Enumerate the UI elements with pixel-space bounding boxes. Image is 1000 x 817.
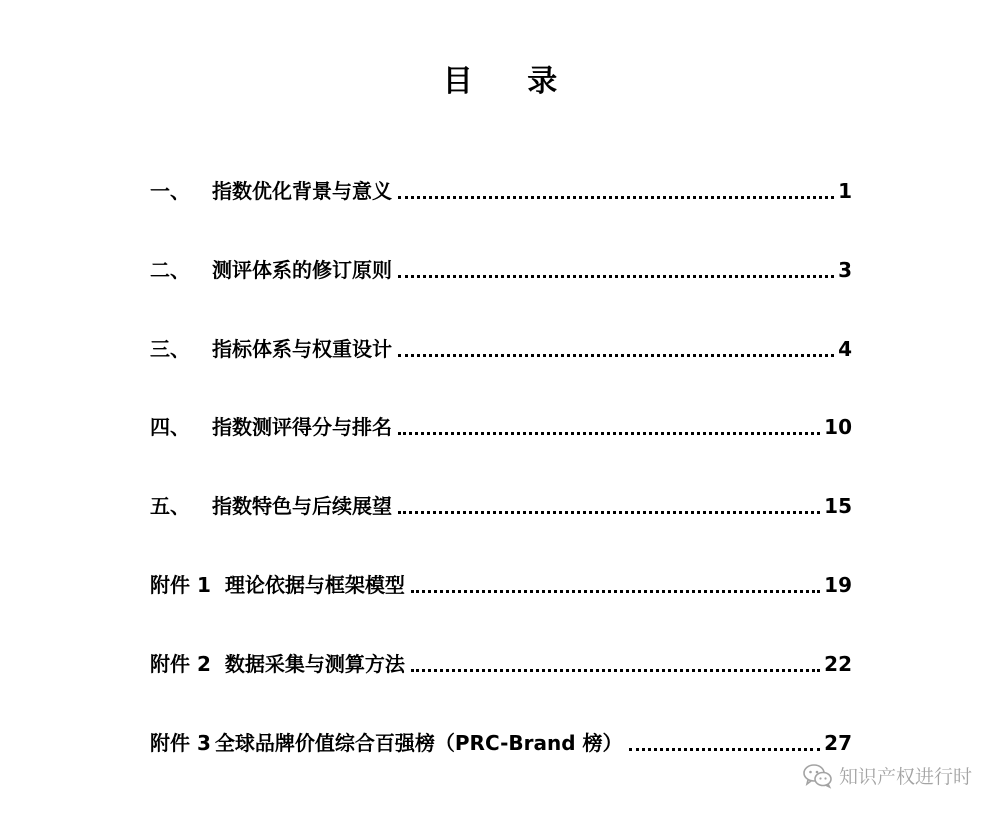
toc-entry-page: 27 <box>824 731 852 755</box>
watermark-text: 知识产权进行时 <box>838 766 972 788</box>
toc-entry-number: 附件 2 <box>150 652 211 676</box>
toc-leader-dots <box>398 432 820 435</box>
toc-entry-number: 二、 <box>150 258 190 282</box>
toc-entry-page: 10 <box>824 415 852 439</box>
toc-entry[interactable] <box>150 726 852 756</box>
wechat-icon <box>803 763 833 789</box>
toc-entry-title: 理论依据与框架模型 <box>224 573 405 597</box>
toc-leader-dots <box>398 275 834 278</box>
toc-leader-dots <box>398 196 834 199</box>
toc-entry-number: 附件 1 <box>150 573 211 597</box>
toc-entry[interactable] <box>150 253 852 283</box>
toc-entry-title: 指数优化背景与意义 <box>212 179 392 203</box>
toc-entry[interactable] <box>150 410 852 440</box>
toc-entry-page: 4 <box>838 337 852 361</box>
toc-entry[interactable] <box>150 332 852 362</box>
toc-entry-title: 指数测评得分与排名 <box>212 415 392 439</box>
toc-entry-number: 三、 <box>150 337 190 361</box>
toc-entry-page: 15 <box>824 494 852 518</box>
toc-leader-dots <box>629 748 821 751</box>
toc-entry-title: 指数特色与后续展望 <box>212 494 392 518</box>
toc-entry-page: 19 <box>824 573 852 597</box>
toc-entry-page: 3 <box>838 258 852 282</box>
table-of-contents <box>150 0 852 817</box>
toc-entry-number: 一、 <box>150 179 190 203</box>
toc-entry-number: 附件 3 <box>150 731 211 755</box>
toc-entry[interactable] <box>150 174 852 204</box>
toc-entry-page: 1 <box>838 179 852 203</box>
toc-entry[interactable] <box>150 568 852 598</box>
toc-entry-title: 数据采集与测算方法 <box>224 652 405 676</box>
toc-entry-title: 测评体系的修订原则 <box>212 258 392 282</box>
watermark <box>803 762 972 789</box>
toc-leader-dots <box>398 354 834 357</box>
toc-entry[interactable] <box>150 647 852 677</box>
toc-entry[interactable] <box>150 489 852 519</box>
page-title: 目 录 <box>442 64 580 99</box>
toc-leader-dots <box>411 669 820 672</box>
toc-entry-title: 全球品牌价值综合百强榜（PRC-Brand 榜） <box>214 731 623 755</box>
toc-entry-number: 四、 <box>150 415 190 439</box>
toc-entry-page: 22 <box>824 652 852 676</box>
toc-entry-title: 指标体系与权重设计 <box>212 337 392 361</box>
toc-entry-number: 五、 <box>150 494 190 518</box>
toc-leader-dots <box>398 511 820 514</box>
toc-leader-dots <box>411 590 820 593</box>
